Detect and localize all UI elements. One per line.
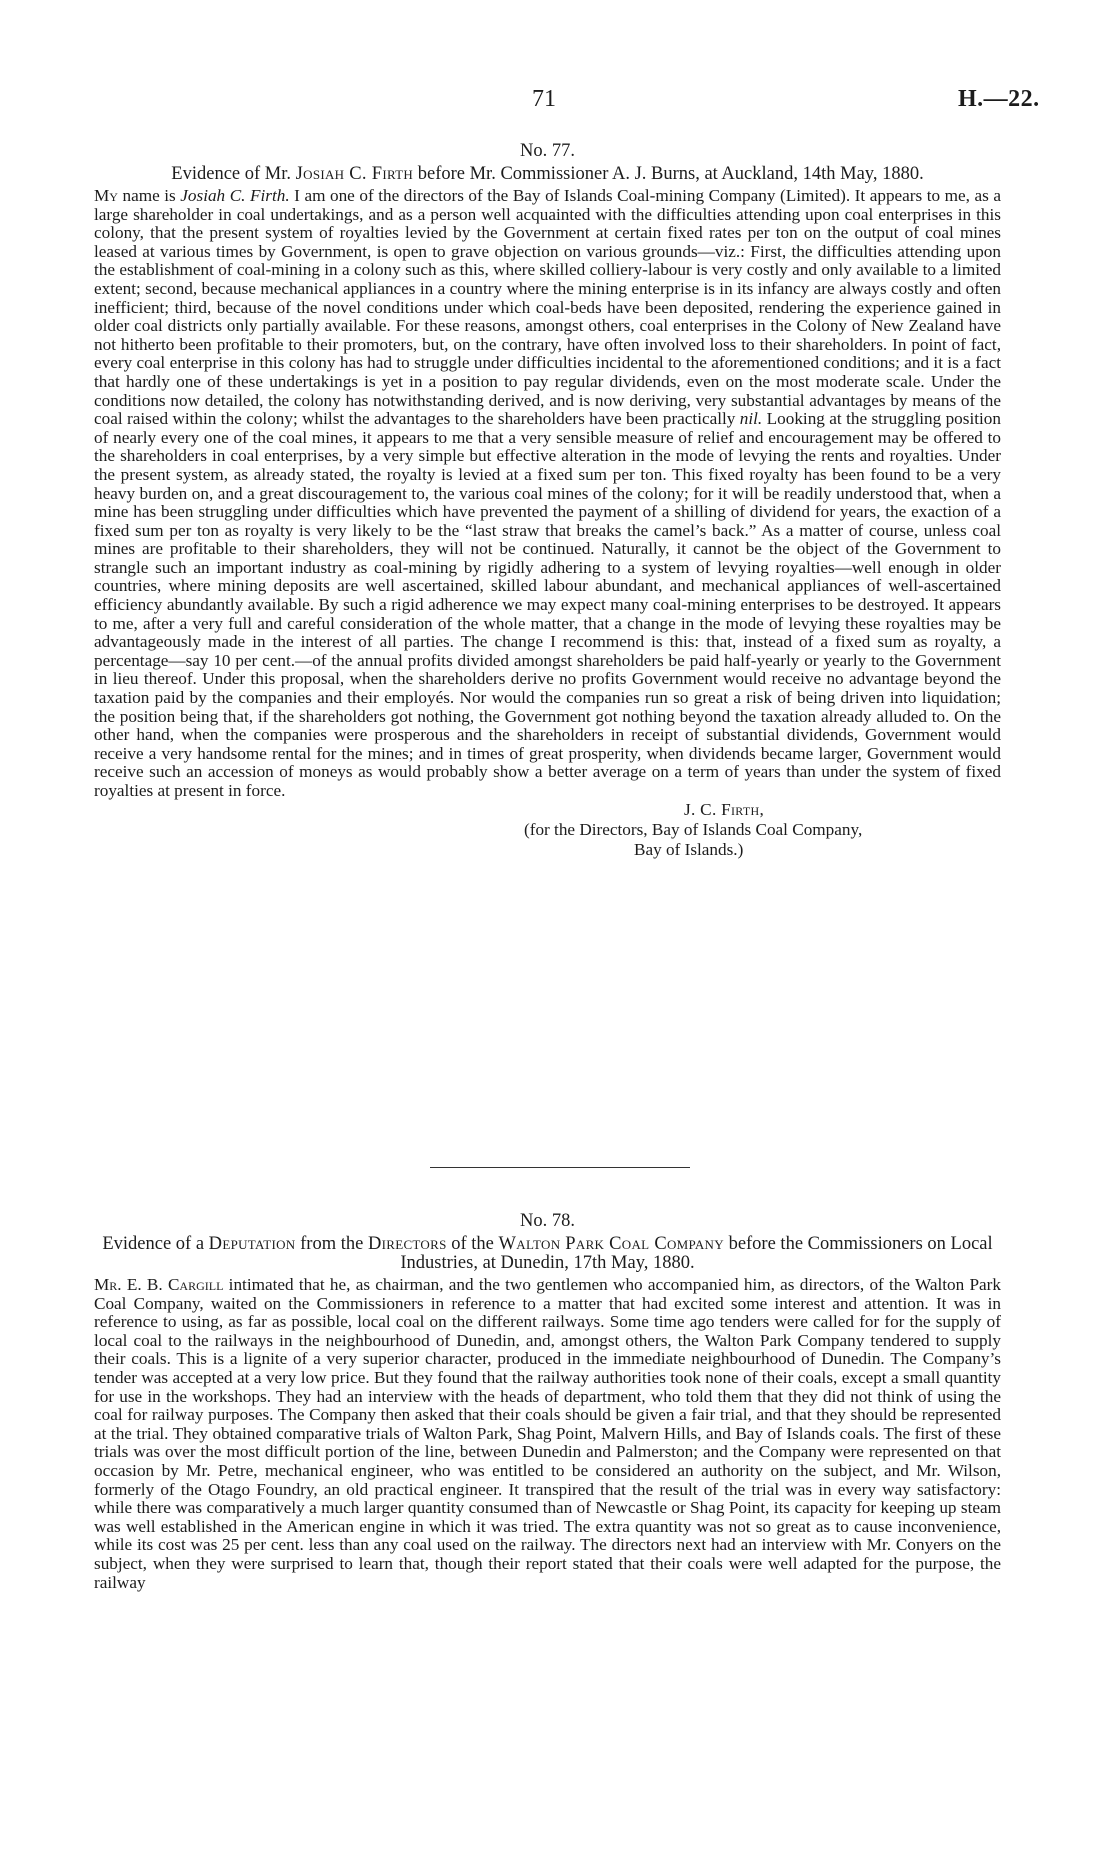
witness-name-italic: Josiah C. Firth. [180, 186, 290, 205]
evidence-section-77 [94, 140, 1001, 860]
heading-text: from the [295, 1234, 368, 1254]
section-heading [94, 165, 1001, 184]
paragraph-text: intimated that he, as chairman, and the two gentlemen who accompanied him, as directors, of the Walton Park Coal Company, waited on the Commissioners in reference to a matter that had excited some interest and attention. It was in reference to using, as far as possible, local coal on the different railways. Some time ago tenders were called for for the supply of local coal to the railways in the neighbourhood of Dunedin, and, amongst others, the Walton Park Company tendered to supply their coals. This is a lignite of a very superior character, produced in the immediate neighbourhood of Dunedin. The Company’s tender was accepted at a very low price. But they found that the railway authorities took none of their coals, except a small quantity for use in the workshops. They had an interview with the heads of department, who told them that they did not think of using the coal for railway purposes. The Company then asked that their coals should be given a fair trial, and that they should be represented at the trial. They obtained comparative trials of Walton Park, Shag Point, Malvern Hills, and Bay of Islands coals. The first of these trials was over the most difficult portion of the line, between Dunedin and Palmerston; and the Company were represented on that occasion by Mr. Petre, mechanical engineer, who was entitled to be considered an authority on the subject, and Mr. Wilson, formerly of the Otago Foundry, an old practical engineer. It transpired that the result of the trial was in every way satisfactory: while there was comparatively a much larger quantity consumed than of Newcastle or Shag Point, its capacity for keeping up steam was well established in the American engine in which it was tried. The extra quantity was not so great as to cause inconvenience, while its cost was 25 per cent. less than any coal used on the railway. The directors next had an interview with Mr. Conyers on the subject, when they were surprised to learn that, though their report stated that their coals were well adapted for the purpose, the railway [94, 1275, 1001, 1592]
signature-block [94, 800, 1001, 860]
heading-text: Evidence of Mr. [171, 164, 296, 184]
heading-text: of the [446, 1234, 499, 1254]
lead-speaker-name: Mr. E. B. Cargill [94, 1275, 224, 1294]
heading-deputation: Deputation [208, 1234, 296, 1254]
section-number: No. 78. [520, 1211, 575, 1231]
paragraph-text: name is [117, 186, 181, 205]
paragraph-text: Looking at the struggling position of nearly every one of the coal mines, it appears to me that a very sensible measure of relief and encouragement may be offered to the shareholders in coal enterprises, by a very simple but effective alteration in the mode of levying the rents and royalties. Under the present system, as already stated, the royalty is levied at a fixed sum per ton. This fixed royalty has been found to be a very heavy burden on, and a great discouragement to, the various coal mines of the colony; for it will be readily understood that, when a mine has been struggling under difficulties which have prevented the payment of a shilling of dividend for years, the exaction of a fixed sum per ton as royalty is very likely to be the “last straw that breaks the camel’s back.” As a matter of course, unless coal mines are profitable to their shareholders, they will not be continued. Naturally, it cannot be the object of the Government to strangle such an important industry as coal-mining by rigidly adhering to a system of levying royalties—well enough in older countries, where mining deposits are well ascertained, skilled labour abundant, and mechanical appliances of well-ascertained efficiency abundantly available. By such a rigid adherence we may expect many coal-mining enterprises to be destroyed. It appears to me, after a very full and careful consideration of the whole matter, that a change in the mode of levying these royalties may be advantageously made in the interest of all parties. The change I recommend is this: that, instead of a fixed sum as royalty, a percentage—say 10 per cent.—of the annual profits divided amongst shareholders be paid half-yearly or yearly to the Government in lieu thereof. Under this proposal, when the shareholders derive no profits Government would receive no advantage beyond the taxation paid by the companies and their employés. Nor would the companies run so great a risk of being driven into liquidation; the position being that, if the shareholders got nothing, the Government got nothing beyond the taxation already alluded to. On the other hand, when the companies were prosperous and the shareholders in receipt of substantial dividends, Government would receive a very handsome rental for the mines; and in times of great prosperity, when dividends became larger, Government would receive such an accession of moneys as would probably show a better average on a term of years than under the system of fixed royalties at present in force. [94, 409, 1001, 800]
heading-text: Evidence of a [102, 1234, 209, 1254]
heading-directors: Directors [367, 1234, 447, 1254]
paragraph-text: I am one of the directors of the Bay of Islands Coal-mining Company (Limited). It appears to me, as a large shareholder in coal undertakings, and as a person well acquainted with the difficulties attending upon coal enterprises in this colony, that the present system of royalties levied by the Government at certain fixed rates per ton on the output of coal mines leased at various times by Government, is open to grave objection on various grounds—viz.: First, the difficulties attending upon the establishment of coal-mining in a colony such as this, where skilled colliery-labour is very costly and only available to a limited extent; second, because mechanical appliances in a country where the mining enterprise is in its infancy are always costly and often inefficient; third, because of the novel conditions under which coal-beds have been deposited, rendering the experience gained in older coal districts only partially available. For these reasons, amongst others, coal enterprises in the Colony of New Zealand have not hitherto been profitable to their promoters, but, on the contrary, have often involved loss to their shareholders. In point of fact, every coal enterprise in this colony has had to struggle under difficulties incidental to the aforementioned conditions; and it is a fact that hardly one of these undertakings is yet in a position to pay regular dividends, even on the most moderate scale. Under the conditions now detailed, the colony has notwithstanding derived, and is now deriving, very substantial advantages by means of the coal raised within the colony; whilst the advantages to the shareholders have been practically [94, 186, 1001, 429]
heading-company-name: Walton Park Coal Company [498, 1234, 724, 1254]
heading-witness-name: Josiah C. Firth [295, 164, 414, 184]
lead-word: My [94, 186, 118, 205]
signature-place: Bay of Islands.) [634, 839, 744, 859]
evidence-paragraph [94, 1276, 1001, 1592]
section-heading [94, 1235, 1001, 1273]
signature-company: (for the Directors, Bay of Islands Coal Company, [524, 819, 863, 839]
section-divider [430, 1167, 690, 1168]
page-number: 71 [532, 86, 556, 112]
heading-text: before Mr. Commissioner A. J. Burns, at Auckland, 14th May, 1880. [413, 164, 924, 184]
heading-text: before the Commissioners on Local Industries, at Dunedin, 17th May, 1880. [400, 1234, 993, 1273]
evidence-paragraph [94, 187, 1001, 801]
document-reference: H.—22. [958, 86, 1040, 112]
evidence-section-78 [94, 1210, 1001, 1592]
italic-word: nil. [739, 409, 763, 429]
signature-name: J. C. Firth, [684, 799, 765, 819]
section-number: No. 77. [520, 141, 575, 161]
